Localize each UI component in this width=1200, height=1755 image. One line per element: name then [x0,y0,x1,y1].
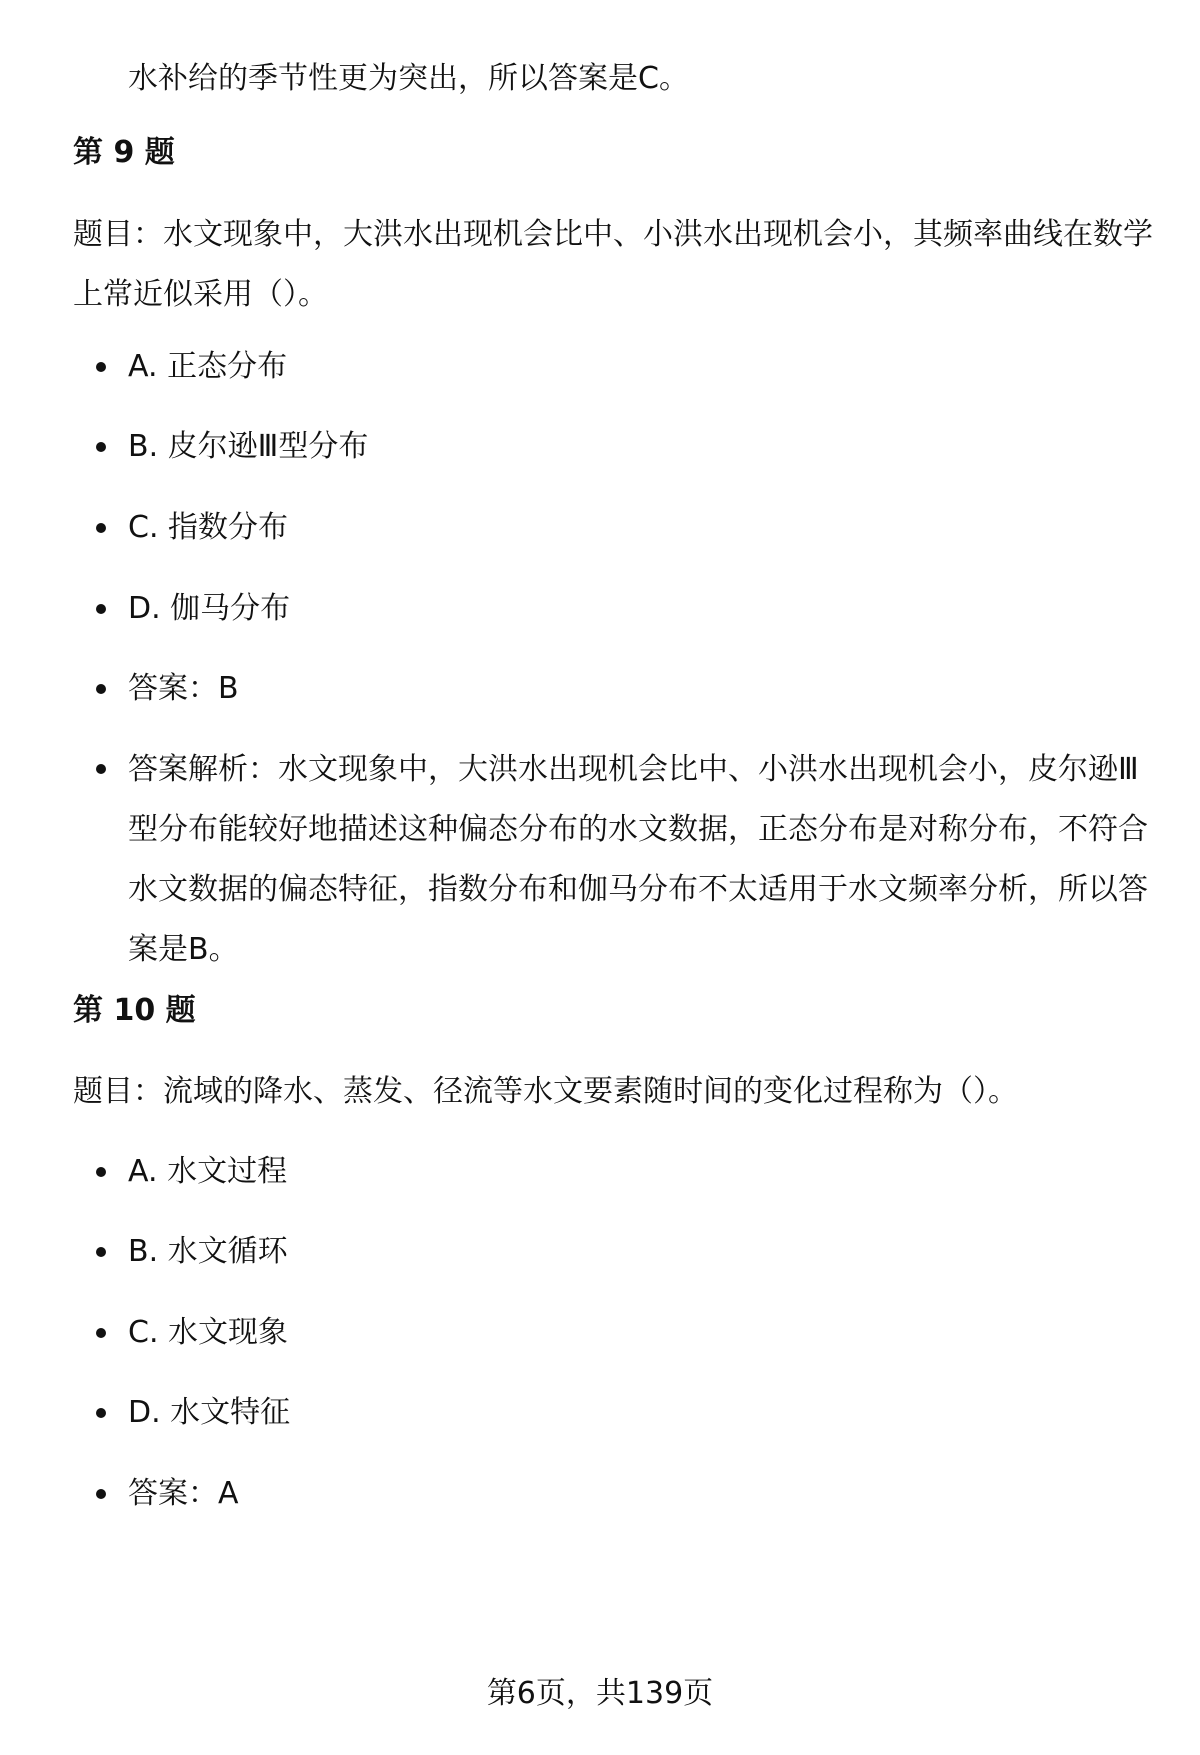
bullet-icon [96,604,106,614]
bullet-icon [96,442,106,452]
bullet-icon [96,684,106,694]
bullet-icon [96,1247,106,1257]
bullet-icon [96,1489,106,1499]
bullet-icon [96,523,106,533]
question-9-heading: 第 9 题 [73,135,175,170]
bullet-icon [96,1167,106,1177]
bullet-icon [96,1328,106,1338]
bullet-icon [96,1408,106,1418]
continuation-text: 水补给的季节性更为突出，所以答案是C。 [128,61,689,96]
question-10-stem: 题目：流域的降水、蒸发、径流等水文要素随时间的变化过程称为（）。 [73,1074,1018,1109]
bullet-icon [96,362,106,372]
question-10-heading: 第 10 题 [73,993,196,1028]
bullet-icon [96,764,106,774]
page-number-footer: 第6页，共139页 [486,1676,714,1711]
question-9-stem: 题目：水文现象中，大洪水出现机会比中、小洪水出现机会小，其频率曲线在数学上常近似采用（）。 [73,217,1153,312]
document-page: 水补给的季节性更为突出，所以答案是C。 第 9 题 题目：水文现象中，大洪水出现机会比中、小洪水出现机会小，其频率曲线在数学上常近似采用（）。 A. 正态分布 B. 皮尔逊Ⅲ型分布 C. 指数分布 D. 伽马分布 答案：B 答案解析：水文现象中，大洪水出现机会比中、小洪水出现机会小，皮尔逊Ⅲ型分布能较好地描述这种偏态分布的水文数据，正态分布是对称分布，不符合水文数据的偏态特征，指数分布和伽马分布不太适用于水文频率分析，所以答案是B。 第 10 题 题目：流域的降水、蒸发、径流等水文要素随时间的变化过程称为（）。 A. 水文过程 B. 水文循环 C. 水文现象 D. 水文特征 答案：A 第6页，共139页 [0,0,1200,1755]
